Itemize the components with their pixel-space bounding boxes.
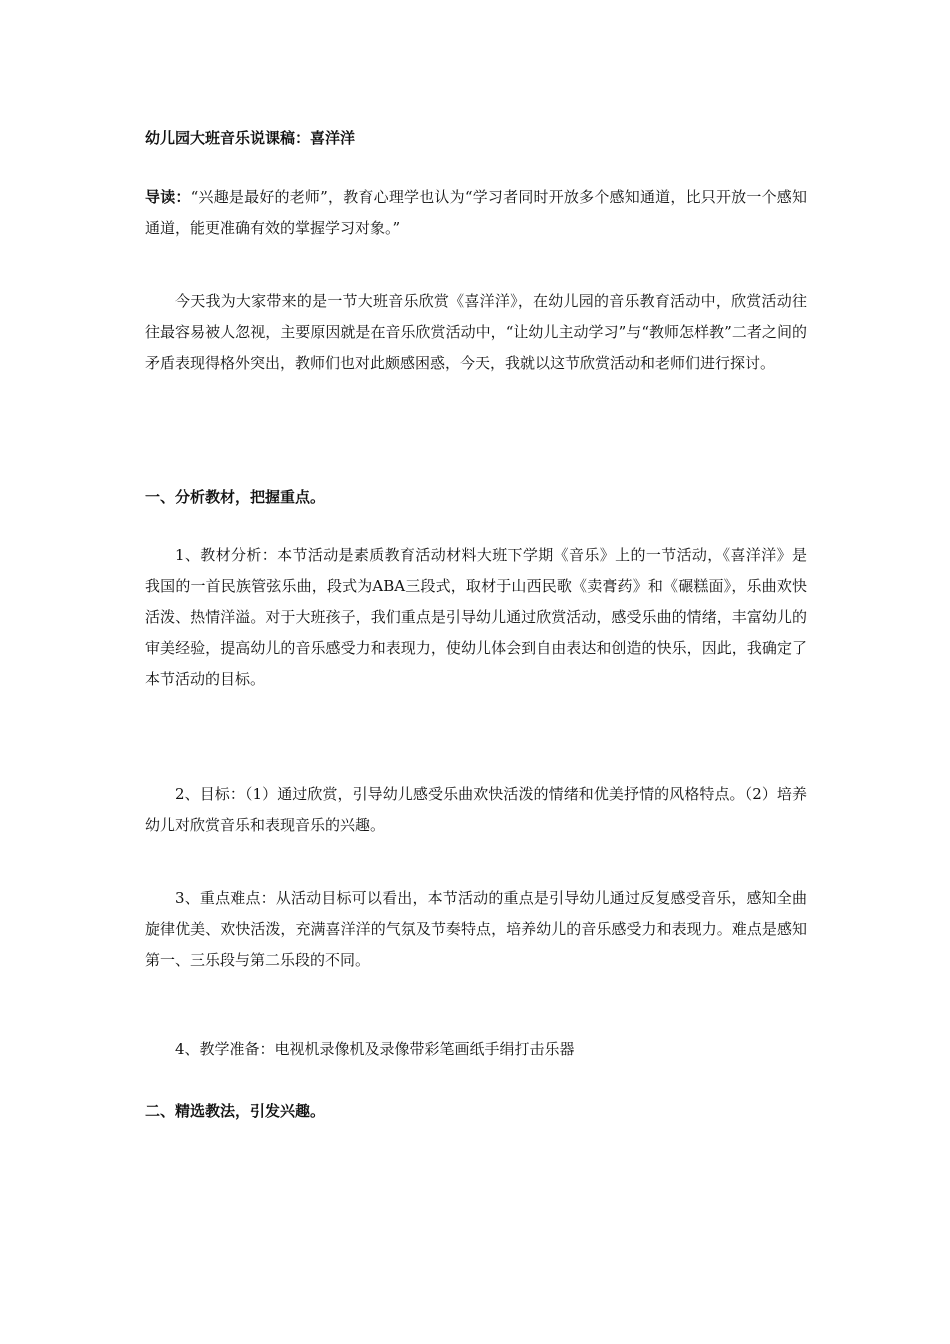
- material-analysis-paragraph: 1、教材分析：本节活动是素质教育活动材料大班下学期《音乐》上的一节活动，《喜洋洋》是我国的一首民族管弦乐曲，段式为ABA三段式，取材于山西民歌《卖膏药》和《碾糕面》，乐曲欢快活泼、热情洋溢。对于大班孩子，我们重点是引导幼儿通过欣赏活动，感受乐曲的情绪，丰富幼儿的审美经验，提高幼儿的音乐感受力和表现力，使幼儿体会到自由表达和创造的快乐，因此，我确定了本节活动的目标。: [145, 546, 807, 688]
- opening-paragraph: 今天我为大家带来的是一节大班音乐欣赏《喜洋洋》，在幼儿园的音乐教育活动中，欣赏活动往往最容易被人忽视，主要原因就是在音乐欣赏活动中，“让幼儿主动学习”与“教师怎样教”二者之间的矛盾表现得格外突出，教师们也对此颇感困惑，今天，我就以这节欣赏活动和老师们进行探讨。: [145, 292, 807, 372]
- intro-paragraph: [145, 182, 807, 244]
- objectives-paragraph: 2、目标：（1）通过欣赏，引导幼儿感受乐曲欢快活泼的情绪和优美抒情的风格特点。（2）培养幼儿对欣赏音乐和表现音乐的兴趣。: [145, 785, 807, 834]
- teaching-preparation-paragraph: 4、教学准备：电视机录像机及录像带彩笔画纸手绢打击乐器: [175, 1040, 575, 1058]
- key-difficulties-paragraph: 3、重点难点：从活动目标可以看出，本节活动的重点是引导幼儿通过反复感受音乐，感知全曲旋律优美、欢快活泼，充满喜洋洋的气氛及节奏特点，培养幼儿的音乐感受力和表现力。难点是感知第一、三乐段与第二乐段的不同。: [145, 889, 807, 969]
- section2-heading: 二、精选教法，引发兴趣。: [145, 1102, 326, 1120]
- section1-heading: 一、分析教材，把握重点。: [145, 488, 326, 506]
- intro-text: “兴趣是最好的老师”，教育心理学也认为“学习者同时开放多个感知通道，比只开放一个感知通道，能更准确有效的掌握学习对象。”: [145, 188, 807, 237]
- document-title: 幼儿园大班音乐说课稿：喜洋洋: [145, 129, 356, 147]
- intro-label: 导读：: [145, 188, 191, 206]
